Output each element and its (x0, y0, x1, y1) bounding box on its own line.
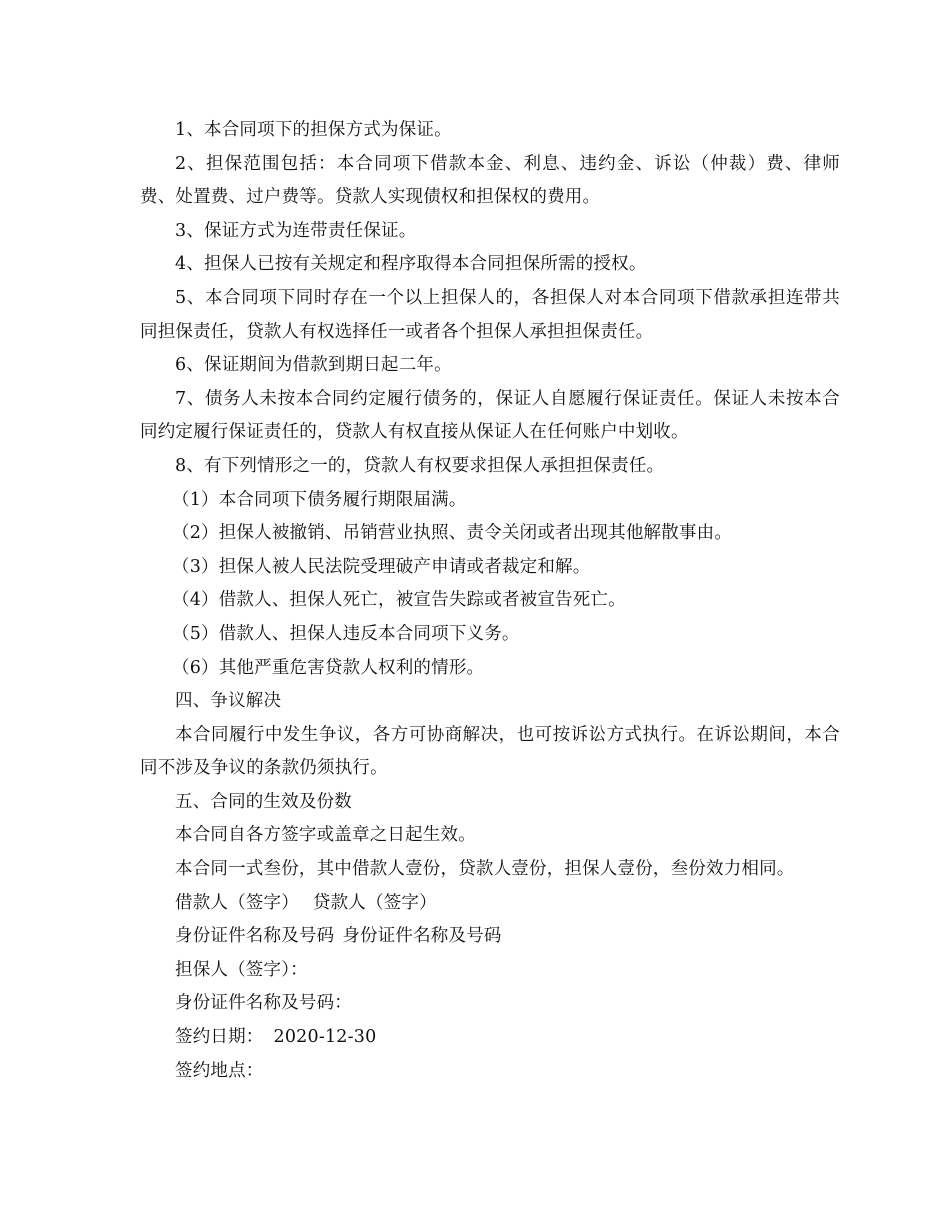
sub-clause-4: （4）借款人、担保人死亡，被宣告失踪或者被宣告死亡。 (172, 590, 626, 611)
signature-line-parties (140, 887, 840, 921)
signature-line-ids (140, 920, 840, 954)
clause-5: 5、本合同项下同时存在一个以上担保人的，各担保人对本合同项下借款承担连带共同担保责任，贷款人有权选择任一或者各个担保人承担担保责任。 (140, 287, 840, 342)
signing-date-label: 签约日期： (175, 1027, 264, 1048)
clause-8: 8、有下列情形之一的，贷款人有权要求担保人承担担保责任。 (175, 455, 665, 476)
clause-2: 2、担保范围包括：本合同项下借款本金、利息、违约金、诉讼（仲裁）费、律师费、处置费、过户费等。贷款人实现债权和担保权的费用。 (140, 153, 840, 208)
guarantor-signature-line: 担保人（签字）： (175, 959, 308, 980)
clause-6: 6、保证期间为借款到期日起二年。 (175, 355, 452, 376)
sub-clause-3: （3）担保人被人民法院受理破产申请或者裁定和解。 (172, 556, 591, 577)
sub-clause-6: （6）其他严重危害贷款人权利的情形。 (172, 657, 485, 678)
effect-text: 本合同自各方签字或盖章之日起生效。 (175, 825, 476, 846)
clause-1: 1、本合同项下的担保方式为保证。 (175, 120, 452, 140)
sub-clause-1: （1）本合同项下债务履行期限届满。 (172, 489, 467, 510)
contract-body (140, 114, 840, 1088)
clause-7: 7、债务人未按本合同约定履行债务的，保证人自愿履行保证责任。保证人未按本合同约定履行保证责任的，贷款人有权直接从保证人在任何账户中划收。 (140, 388, 840, 443)
guarantor-id-line: 身份证件名称及号码： (175, 993, 352, 1014)
section-heading-effect: 五、合同的生效及份数 (175, 791, 352, 812)
section-heading-dispute: 四、争议解决 (175, 691, 282, 712)
borrower-id-label: 身份证件名称及号码 (175, 926, 335, 947)
sub-clause-2: （2）担保人被撤销、吊销营业执照、责令关闭或者出现其他解散事由。 (172, 523, 733, 544)
copies-text: 本合同一式叁份，其中借款人壹份，贷款人壹份，担保人壹份，叁份效力相同。 (175, 859, 795, 880)
clause-3: 3、保证方式为连带责任保证。 (175, 220, 417, 241)
signing-date-line (140, 1021, 840, 1055)
signing-place-line: 签约地点： (175, 1060, 264, 1081)
lender-signature-label: 贷款人（签字） (312, 892, 437, 913)
lender-id-label: 身份证件名称及号码 (342, 926, 502, 947)
clause-4: 4、担保人已按有关规定和程序取得本合同担保所需的授权。 (175, 254, 647, 275)
borrower-signature-label: 借款人（签字） (175, 892, 299, 913)
sub-clause-5: （5）借款人、担保人违反本合同项下义务。 (172, 623, 520, 644)
dispute-text: 本合同履行中发生争议，各方可协商解决，也可按诉讼方式执行。在诉讼期间，本合同不涉及争议的条款仍须执行。 (140, 724, 840, 779)
signing-date-value: 2020-12-30 (273, 1027, 377, 1048)
